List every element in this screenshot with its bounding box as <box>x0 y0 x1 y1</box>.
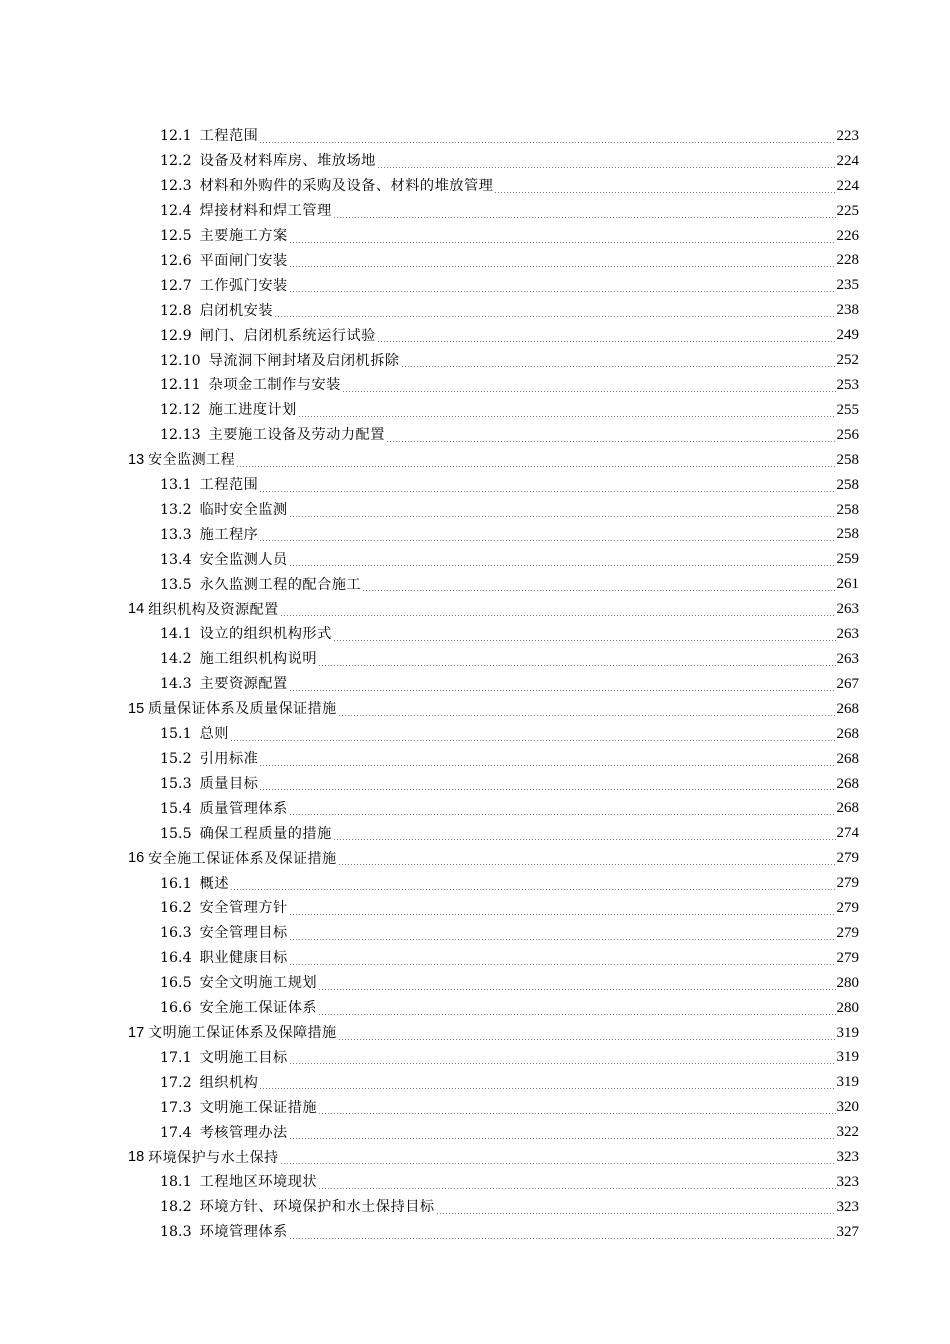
toc-entry-line <box>128 846 859 871</box>
dot-leader <box>236 466 835 467</box>
toc-entry-page-number: 323 <box>836 1198 859 1215</box>
toc-entry-page-number: 274 <box>836 825 859 842</box>
toc-entry-title: 安全施工保证体系及保证措施 <box>148 850 337 867</box>
dot-leader <box>289 939 836 940</box>
toc-section-entry[interactable] <box>0 149 950 174</box>
dot-leader <box>280 615 836 616</box>
toc-entry-title: 环境保护与水土保持 <box>148 1149 279 1166</box>
toc-section-entry[interactable] <box>0 199 950 224</box>
toc-section-entry[interactable] <box>0 498 950 523</box>
toc-entry-line <box>160 1046 859 1071</box>
dot-leader <box>338 1039 836 1040</box>
toc-section-entry[interactable] <box>0 871 950 896</box>
toc-entry-page-number: 261 <box>836 576 859 593</box>
dot-leader <box>401 366 836 367</box>
toc-entry-number: 16.5 <box>160 975 192 992</box>
toc-entry-title: 确保工程质量的措施 <box>199 825 332 842</box>
dot-leader <box>377 341 836 342</box>
toc-entry-line <box>160 273 859 298</box>
dot-leader <box>318 665 835 666</box>
toc-entry-title: 环境管理体系 <box>199 1224 288 1241</box>
toc-entry-number: 17 <box>128 1024 145 1041</box>
toc-chapter-entry[interactable] <box>0 697 950 722</box>
toc-entry-title: 安全施工保证体系 <box>199 1000 318 1017</box>
toc-entry-page-number: 280 <box>836 974 859 991</box>
toc-entry-title: 工程范围 <box>199 128 259 145</box>
toc-section-entry[interactable] <box>0 323 950 348</box>
toc-entry-line <box>160 1220 859 1245</box>
dot-leader <box>259 491 835 492</box>
toc-entry-number: 13.4 <box>160 551 192 568</box>
toc-entry-title: 概述 <box>199 875 229 892</box>
toc-section-entry[interactable] <box>0 523 950 548</box>
toc-entry-line <box>160 996 859 1021</box>
toc-section-entry[interactable] <box>0 821 950 846</box>
toc-entry-page-number: 280 <box>836 999 859 1016</box>
toc-entry-line <box>160 672 859 697</box>
toc-entry-title: 永久监测工程的配合施工 <box>199 576 362 593</box>
toc-entry-number: 13.1 <box>160 477 192 494</box>
toc-section-entry[interactable] <box>0 423 950 448</box>
dot-leader <box>333 217 836 218</box>
dot-leader <box>289 1238 836 1239</box>
toc-entry-line <box>160 1095 859 1120</box>
dot-leader <box>289 814 836 815</box>
toc-entry-number: 12.12 <box>160 402 201 419</box>
toc-entry-line <box>160 821 859 846</box>
toc-entry-number: 14 <box>128 601 145 618</box>
toc-entry-number: 17.3 <box>160 1099 192 1116</box>
toc-section-entry[interactable] <box>0 946 950 971</box>
toc-entry-number: 15.4 <box>160 800 192 817</box>
toc-entry-title: 安全管理方针 <box>199 900 288 917</box>
toc-section-entry[interactable] <box>0 996 950 1021</box>
toc-section-entry[interactable] <box>0 1120 950 1145</box>
toc-entry-number: 18 <box>128 1149 145 1166</box>
toc-entry-page-number: 263 <box>836 650 859 667</box>
toc-entry-line <box>160 423 859 448</box>
toc-entry-page-number: 279 <box>836 900 859 917</box>
toc-entry-page-number: 258 <box>836 526 859 543</box>
toc-entry-number: 16.4 <box>160 950 192 967</box>
dot-leader <box>333 839 836 840</box>
toc-entry-line <box>160 1195 859 1220</box>
toc-entry-page-number: 268 <box>836 800 859 817</box>
toc-entry-page-number: 253 <box>836 377 859 394</box>
dot-leader <box>333 640 836 641</box>
toc-entry-page-number: 255 <box>836 401 859 418</box>
toc-entry-number: 12.11 <box>160 377 201 394</box>
toc-section-entry[interactable] <box>0 398 950 423</box>
toc-section-entry[interactable] <box>0 124 950 149</box>
toc-entry-number: 17.1 <box>160 1049 192 1066</box>
dot-leader <box>318 1113 835 1114</box>
toc-entry-number: 13 <box>128 451 145 468</box>
toc-entry-line <box>160 373 859 398</box>
dot-leader <box>318 1014 835 1015</box>
toc-entry-line <box>160 722 859 747</box>
toc-entry-line <box>160 921 859 946</box>
toc-entry-page-number: 279 <box>836 875 859 892</box>
toc-section-entry[interactable] <box>0 1220 950 1245</box>
toc-entry-line <box>160 871 859 896</box>
toc-section-entry[interactable] <box>0 572 950 597</box>
toc-entry-number: 12.9 <box>160 327 192 344</box>
toc-entry-title: 施工进度计划 <box>208 402 297 419</box>
dot-leader <box>289 1138 836 1139</box>
dot-leader <box>377 167 836 168</box>
toc-entry-line <box>128 448 859 473</box>
toc-section-entry[interactable] <box>0 547 950 572</box>
toc-entry-line <box>128 1145 859 1170</box>
toc-entry-page-number: 252 <box>836 352 859 369</box>
toc-entry-page-number: 263 <box>836 626 859 643</box>
dot-leader <box>259 1088 835 1089</box>
toc-entry-title: 引用标准 <box>199 751 259 767</box>
toc-entry-line <box>160 473 859 498</box>
toc-entry-page-number: 258 <box>836 476 859 493</box>
toc-entry-page-number: 319 <box>836 1024 859 1041</box>
toc-section-entry[interactable] <box>0 647 950 672</box>
toc-entry-line <box>160 348 859 373</box>
toc-entry-line <box>160 946 859 971</box>
toc-section-entry[interactable] <box>0 1046 950 1071</box>
toc-entry-title: 安全管理目标 <box>199 925 288 942</box>
toc-entry-number: 12.13 <box>160 427 201 444</box>
toc-entry-number: 13.2 <box>160 501 192 518</box>
toc-entry-page-number: 224 <box>836 152 859 169</box>
toc-entry-line <box>160 174 859 199</box>
toc-entry-number: 16 <box>128 850 145 867</box>
toc-entry-line <box>160 971 859 996</box>
toc-entry-line <box>160 323 859 348</box>
toc-chapter-entry[interactable] <box>0 1021 950 1046</box>
toc-entry-line <box>160 1120 859 1145</box>
toc-entry-page-number: 249 <box>836 327 859 344</box>
toc-entry-number: 15.2 <box>160 751 192 767</box>
toc-entry-number: 12.3 <box>160 178 192 195</box>
dot-leader <box>230 889 836 890</box>
dot-leader <box>289 516 836 517</box>
toc-entry-title: 启闭机安装 <box>199 302 274 319</box>
toc-entry-number: 16.2 <box>160 900 192 917</box>
dot-leader <box>298 416 836 417</box>
dot-leader <box>289 914 836 915</box>
toc-entry-title: 焊接材料和焊工管理 <box>199 203 332 220</box>
toc-entry-page-number: 258 <box>836 451 859 468</box>
toc-entry-number: 15.1 <box>160 726 192 743</box>
toc-entry-title: 闸门、启闭机系统运行试验 <box>199 327 376 344</box>
dot-leader <box>289 964 836 965</box>
toc-entry-page-number: 238 <box>836 302 859 319</box>
toc-entry-title: 文明施工保证体系及保障措施 <box>148 1025 337 1042</box>
toc-entry-title: 组织机构及资源配置 <box>148 601 279 618</box>
toc-entry-title: 设备及材料库房、堆放场地 <box>199 153 376 170</box>
toc-entry-page-number: 225 <box>836 202 859 219</box>
toc-section-entry[interactable] <box>0 373 950 398</box>
toc-entry-line <box>160 1170 859 1195</box>
toc-section-entry[interactable] <box>0 473 950 498</box>
toc-entry-line <box>160 498 859 523</box>
toc-section-entry[interactable] <box>0 1195 950 1220</box>
toc-entry-number: 12.10 <box>160 352 201 369</box>
toc-entry-page-number: 235 <box>836 277 859 294</box>
toc-entry-line <box>160 398 859 423</box>
toc-entry-title: 职业健康目标 <box>199 950 288 967</box>
dot-leader <box>289 291 836 292</box>
toc-entry-title: 文明施工保证措施 <box>199 1099 318 1116</box>
toc-section-entry[interactable] <box>0 273 950 298</box>
toc-entry-line <box>160 249 859 274</box>
toc-entry-title: 工作弧门安装 <box>199 277 288 294</box>
toc-entry-number: 14.3 <box>160 676 192 693</box>
dot-leader <box>230 740 836 741</box>
toc-entry-title: 主要施工设备及劳动力配置 <box>208 427 385 444</box>
toc-entry-number: 14.2 <box>160 651 192 668</box>
toc-entry-line <box>160 124 859 149</box>
dot-leader <box>318 1188 835 1189</box>
toc-entry-title: 总则 <box>199 726 229 743</box>
toc-entry-line <box>160 796 859 821</box>
toc-section-entry[interactable] <box>0 249 950 274</box>
dot-leader <box>338 715 836 716</box>
toc-entry-number: 14.1 <box>160 626 192 643</box>
toc-entry-line <box>128 597 859 622</box>
toc-entry-page-number: 319 <box>836 1049 859 1066</box>
toc-section-entry[interactable] <box>0 622 950 647</box>
toc-entry-number: 12.1 <box>160 128 192 145</box>
toc-section-entry[interactable] <box>0 174 950 199</box>
toc-entry-page-number: 268 <box>836 725 859 742</box>
dot-leader <box>289 266 836 267</box>
toc-entry-line <box>160 224 859 249</box>
toc-entry-title: 主要资源配置 <box>199 676 288 693</box>
toc-section-entry[interactable] <box>0 672 950 697</box>
toc-section-entry[interactable] <box>0 747 950 772</box>
toc-entry-number: 18.3 <box>160 1224 192 1241</box>
toc-entry-page-number: 224 <box>836 177 859 194</box>
toc-entry-title: 杂项金工制作与安装 <box>208 377 341 394</box>
toc-entry-line <box>160 1070 859 1095</box>
toc-entry-number: 13.5 <box>160 576 192 593</box>
toc-entry-number: 15 <box>128 701 145 718</box>
toc-entry-page-number: 279 <box>836 850 859 867</box>
toc-chapter-entry[interactable] <box>0 597 950 622</box>
dot-leader <box>436 1213 836 1214</box>
dot-leader <box>494 192 835 193</box>
toc-chapter-entry[interactable] <box>0 448 950 473</box>
dot-leader <box>386 441 836 442</box>
dot-leader <box>289 1063 836 1064</box>
toc-entry-line <box>160 547 859 572</box>
toc-entry-number: 12.2 <box>160 153 192 170</box>
toc-entry-line <box>160 622 859 647</box>
toc-section-entry[interactable] <box>0 348 950 373</box>
toc-entry-title: 安全文明施工规划 <box>199 975 318 992</box>
toc-entry-page-number: 268 <box>836 775 859 792</box>
dot-leader <box>289 690 836 691</box>
toc-entry-line <box>160 747 859 772</box>
toc-section-entry[interactable] <box>0 772 950 797</box>
toc-section-entry[interactable] <box>0 971 950 996</box>
toc-entry-page-number: 279 <box>836 924 859 941</box>
toc-entry-number: 15.3 <box>160 775 192 792</box>
toc-entry-page-number: 223 <box>836 127 859 144</box>
toc-section-entry[interactable] <box>0 921 950 946</box>
toc-entry-number: 13.3 <box>160 526 192 543</box>
toc-entry-title: 环境方针、环境保护和水土保持目标 <box>199 1199 435 1216</box>
toc-entry-title: 文明施工目标 <box>199 1049 288 1066</box>
toc-entry-number: 16.3 <box>160 925 192 942</box>
toc-entry-page-number: 256 <box>836 426 859 443</box>
dot-leader <box>289 242 836 243</box>
toc-entry-line <box>160 896 859 921</box>
toc-entry-line <box>160 298 859 323</box>
toc-entry-page-number: 228 <box>836 252 859 269</box>
toc-entry-title: 导流洞下闸封堵及启闭机拆除 <box>208 352 400 369</box>
toc-entry-number: 17.4 <box>160 1124 192 1141</box>
toc-entry-number: 12.7 <box>160 277 192 294</box>
toc-entry-title: 组织机构 <box>199 1074 259 1091</box>
dot-leader <box>259 540 835 541</box>
toc-entry-page-number: 319 <box>836 1074 859 1091</box>
dot-leader <box>259 142 835 143</box>
toc-entry-number: 12.5 <box>160 227 192 244</box>
toc-entry-number: 15.5 <box>160 825 192 842</box>
toc-entry-number: 18.2 <box>160 1199 192 1216</box>
toc-chapter-entry[interactable] <box>0 1145 950 1170</box>
toc-entry-page-number: 267 <box>836 675 859 692</box>
dot-leader <box>342 391 836 392</box>
toc-entry-page-number: 327 <box>836 1223 859 1240</box>
toc-entry-line <box>128 1021 859 1046</box>
toc-entry-page-number: 323 <box>836 1174 859 1191</box>
toc-entry-line <box>160 572 859 597</box>
dot-leader <box>280 1163 836 1164</box>
toc-entry-line <box>128 697 859 722</box>
toc-entry-page-number: 322 <box>836 1124 859 1141</box>
toc-entry-number: 17.2 <box>160 1074 192 1091</box>
toc-entry-title: 施工程序 <box>199 526 259 543</box>
toc-entry-number: 12.6 <box>160 252 192 269</box>
dot-leader <box>274 316 835 317</box>
toc-section-entry[interactable] <box>0 298 950 323</box>
toc-section-entry[interactable] <box>0 896 950 921</box>
toc-entry-line <box>160 523 859 548</box>
toc-entry-title: 工程范围 <box>199 477 259 494</box>
toc-entry-number: 12.8 <box>160 302 192 319</box>
toc-entry-page-number: 226 <box>836 227 859 244</box>
toc-section-entry[interactable] <box>0 796 950 821</box>
toc-entry-line <box>160 772 859 797</box>
toc-section-entry[interactable] <box>0 1170 950 1195</box>
toc-entry-title: 安全监测工程 <box>148 452 236 469</box>
toc-entry-title: 安全监测人员 <box>199 551 288 568</box>
toc-entry-title: 工程地区环境现状 <box>199 1174 318 1191</box>
toc-entry-page-number: 323 <box>836 1149 859 1166</box>
dot-leader <box>362 590 835 591</box>
toc-entry-title: 设立的组织机构形式 <box>199 626 332 643</box>
toc-section-entry[interactable] <box>0 1095 950 1120</box>
dot-leader <box>289 565 836 566</box>
toc-entry-page-number: 258 <box>836 501 859 518</box>
table-of-contents <box>0 124 950 1245</box>
toc-entry-number: 16.6 <box>160 1000 192 1017</box>
toc-entry-title: 质量保证体系及质量保证措施 <box>148 701 337 718</box>
dot-leader <box>338 864 836 865</box>
toc-entry-page-number: 268 <box>836 700 859 717</box>
toc-entry-number: 12.4 <box>160 203 192 220</box>
toc-entry-title: 主要施工方案 <box>199 227 288 244</box>
toc-section-entry[interactable] <box>0 722 950 747</box>
toc-section-entry[interactable] <box>0 1070 950 1095</box>
toc-entry-page-number: 259 <box>836 551 859 568</box>
toc-entry-page-number: 320 <box>836 1099 859 1116</box>
dot-leader <box>318 989 835 990</box>
dot-leader <box>259 765 835 766</box>
toc-entry-page-number: 268 <box>836 750 859 767</box>
toc-entry-number: 16.1 <box>160 875 192 892</box>
toc-entry-title: 质量目标 <box>199 775 259 792</box>
dot-leader <box>259 789 835 790</box>
toc-entry-title: 考核管理办法 <box>199 1124 288 1141</box>
toc-entry-line <box>160 149 859 174</box>
toc-entry-line <box>160 199 859 224</box>
toc-chapter-entry[interactable] <box>0 846 950 871</box>
toc-section-entry[interactable] <box>0 224 950 249</box>
toc-entry-page-number: 263 <box>836 601 859 618</box>
toc-entry-title: 临时安全监测 <box>199 501 288 518</box>
toc-entry-title: 材料和外购件的采购及设备、材料的堆放管理 <box>199 178 494 195</box>
toc-entry-title: 质量管理体系 <box>199 800 288 817</box>
toc-entry-number: 18.1 <box>160 1174 192 1191</box>
toc-entry-line <box>160 647 859 672</box>
toc-entry-title: 施工组织机构说明 <box>199 651 318 668</box>
toc-entry-page-number: 279 <box>836 949 859 966</box>
toc-entry-title: 平面闸门安装 <box>199 252 288 269</box>
